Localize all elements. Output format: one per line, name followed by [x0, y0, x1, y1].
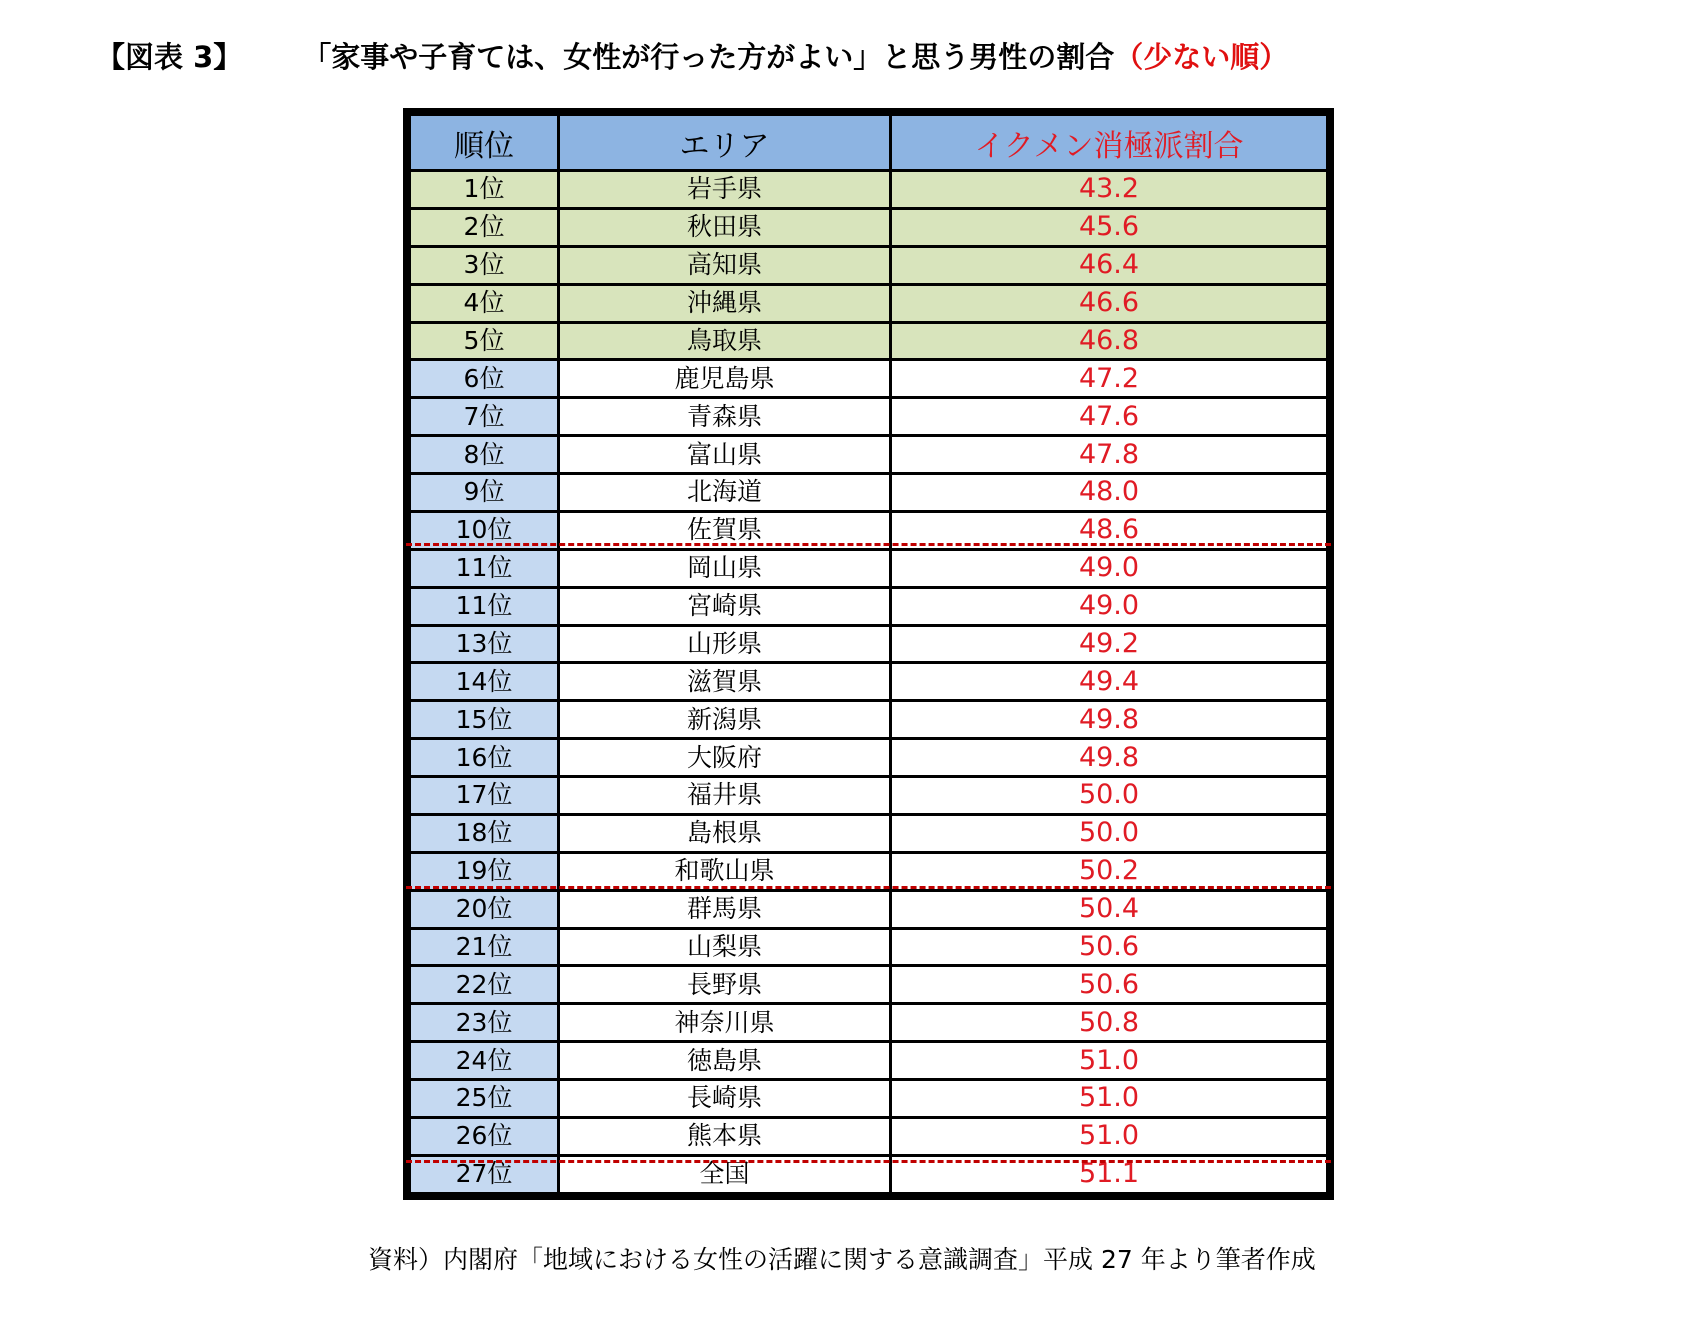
figure-title-main: 「家事や子育ては、女性が行った方がよい」と思う男性の割合 — [302, 39, 1115, 74]
area-cell: 岡山県 — [559, 549, 891, 587]
figure-label: 【図表 3】 — [96, 39, 243, 74]
rank-cell: 14位 — [410, 663, 559, 701]
table-header-row — [410, 115, 1328, 171]
source-caption: 資料）内閣府「地域における女性の活躍に関する意識調査」平成 27 年より筆者作成 — [368, 1245, 1316, 1274]
table-row — [410, 663, 1328, 701]
rank-cell: 20位 — [410, 890, 559, 928]
table-row — [410, 928, 1328, 966]
area-cell: 秋田県 — [559, 208, 891, 246]
value-cell: 50.8 — [891, 1004, 1328, 1042]
table-row — [410, 625, 1328, 663]
figure-title — [96, 30, 1288, 80]
rank-cell: 11位 — [410, 549, 559, 587]
rank-cell: 3位 — [410, 246, 559, 284]
table-row — [410, 587, 1328, 625]
value-cell: 47.6 — [891, 398, 1328, 436]
table-row — [410, 1042, 1328, 1080]
area-cell: 和歌山県 — [559, 852, 891, 890]
value-cell: 51.0 — [891, 1117, 1328, 1155]
area-cell: 徳島県 — [559, 1042, 891, 1080]
value-cell: 43.2 — [891, 171, 1328, 209]
ranking-table-container — [403, 108, 1334, 1200]
area-cell: 熊本県 — [559, 1117, 891, 1155]
table-row — [410, 322, 1328, 360]
value-cell: 49.4 — [891, 663, 1328, 701]
table-row — [410, 436, 1328, 474]
value-cell: 49.8 — [891, 739, 1328, 777]
value-cell: 50.4 — [891, 890, 1328, 928]
table-row — [410, 1155, 1328, 1193]
rank-cell: 2位 — [410, 208, 559, 246]
ranking-table — [408, 113, 1329, 1195]
value-cell: 46.4 — [891, 246, 1328, 284]
rank-cell: 6位 — [410, 360, 559, 398]
area-cell: 富山県 — [559, 436, 891, 474]
table-row — [410, 549, 1328, 587]
table-row — [410, 398, 1328, 436]
table-row — [410, 284, 1328, 322]
value-cell: 50.0 — [891, 777, 1328, 815]
rank-cell: 16位 — [410, 739, 559, 777]
table-row — [410, 739, 1328, 777]
value-cell: 50.0 — [891, 814, 1328, 852]
area-cell: 北海道 — [559, 474, 891, 512]
area-cell: 佐賀県 — [559, 511, 891, 549]
area-cell: 宮崎県 — [559, 587, 891, 625]
area-cell: 山形県 — [559, 625, 891, 663]
value-cell: 45.6 — [891, 208, 1328, 246]
rank-cell: 4位 — [410, 284, 559, 322]
area-cell: 長野県 — [559, 966, 891, 1004]
area-cell: 全国 — [559, 1155, 891, 1193]
rank-cell: 9位 — [410, 474, 559, 512]
rank-cell: 1位 — [410, 171, 559, 209]
table-row — [410, 890, 1328, 928]
area-cell: 大阪府 — [559, 739, 891, 777]
rank-cell: 5位 — [410, 322, 559, 360]
value-cell: 51.0 — [891, 1080, 1328, 1118]
area-cell: 沖縄県 — [559, 284, 891, 322]
rank-cell: 27位 — [410, 1155, 559, 1193]
header-value: イクメン消極派割合 — [891, 115, 1328, 171]
table-row — [410, 360, 1328, 398]
table-row — [410, 701, 1328, 739]
table-row — [410, 171, 1328, 209]
rank-cell: 24位 — [410, 1042, 559, 1080]
value-cell: 48.6 — [891, 511, 1328, 549]
header-rank: 順位 — [410, 115, 559, 171]
area-cell: 長崎県 — [559, 1080, 891, 1118]
value-cell: 46.8 — [891, 322, 1328, 360]
rank-cell: 15位 — [410, 701, 559, 739]
area-cell: 新潟県 — [559, 701, 891, 739]
value-cell: 49.0 — [891, 587, 1328, 625]
area-cell: 島根県 — [559, 814, 891, 852]
area-cell: 岩手県 — [559, 171, 891, 209]
rank-cell: 10位 — [410, 511, 559, 549]
table-row — [410, 474, 1328, 512]
area-cell: 福井県 — [559, 777, 891, 815]
rank-cell: 23位 — [410, 1004, 559, 1042]
area-cell: 鹿児島県 — [559, 360, 891, 398]
table-row — [410, 814, 1328, 852]
table-row — [410, 1080, 1328, 1118]
table-row — [410, 246, 1328, 284]
table-row — [410, 966, 1328, 1004]
area-cell: 神奈川県 — [559, 1004, 891, 1042]
table-row — [410, 1004, 1328, 1042]
table-row — [410, 208, 1328, 246]
rank-cell: 21位 — [410, 928, 559, 966]
area-cell: 群馬県 — [559, 890, 891, 928]
value-cell: 47.2 — [891, 360, 1328, 398]
value-cell: 50.6 — [891, 966, 1328, 1004]
rank-cell: 7位 — [410, 398, 559, 436]
rank-cell: 19位 — [410, 852, 559, 890]
figure-title-note: （少ない順） — [1114, 39, 1289, 74]
area-cell: 青森県 — [559, 398, 891, 436]
value-cell: 49.8 — [891, 701, 1328, 739]
area-cell: 滋賀県 — [559, 663, 891, 701]
table-row — [410, 1117, 1328, 1155]
value-cell: 49.0 — [891, 549, 1328, 587]
table-body — [410, 171, 1328, 1194]
area-cell: 鳥取県 — [559, 322, 891, 360]
area-cell: 高知県 — [559, 246, 891, 284]
rank-cell: 8位 — [410, 436, 559, 474]
value-cell: 46.6 — [891, 284, 1328, 322]
value-cell: 49.2 — [891, 625, 1328, 663]
rank-cell: 11位 — [410, 587, 559, 625]
area-cell: 山梨県 — [559, 928, 891, 966]
value-cell: 50.6 — [891, 928, 1328, 966]
rank-cell: 22位 — [410, 966, 559, 1004]
rank-cell: 18位 — [410, 814, 559, 852]
value-cell: 47.8 — [891, 436, 1328, 474]
rank-cell: 17位 — [410, 777, 559, 815]
value-cell: 48.0 — [891, 474, 1328, 512]
value-cell: 50.2 — [891, 852, 1328, 890]
table-row — [410, 852, 1328, 890]
header-area: エリア — [559, 115, 891, 171]
rank-cell: 13位 — [410, 625, 559, 663]
table-row — [410, 511, 1328, 549]
rank-cell: 25位 — [410, 1080, 559, 1118]
value-cell: 51.1 — [891, 1155, 1328, 1193]
value-cell: 51.0 — [891, 1042, 1328, 1080]
table-row — [410, 777, 1328, 815]
rank-cell: 26位 — [410, 1117, 559, 1155]
